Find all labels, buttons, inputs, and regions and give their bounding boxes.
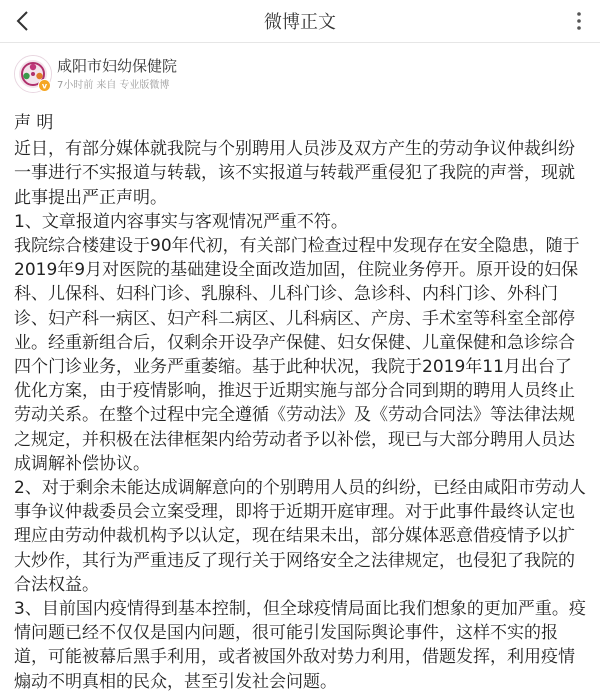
post-author-header	[0, 43, 600, 103]
top-nav-bar	[0, 0, 600, 43]
post-time: 7小时前	[57, 80, 94, 91]
post-content	[0, 103, 600, 694]
verified-badge-icon	[38, 79, 51, 92]
post-paragraph: 1、文章报道内容事实与客观情况严重不符。	[14, 211, 348, 232]
post-paragraph: 3、目前国内疫情得到基本控制，但全球疫情局面比我们想象的更加严重。疫情问题已经不仅仅是国内问题，很可能引发国际舆论事件，这样不实的报道，可能被幕后黑手利用，或者被国外敌对势力利用，借题发挥，利用疫情煽动不明真相的民众，甚至引发社会问题。	[14, 599, 586, 692]
post-paragraph: 近日，有部分媒体就我院与个别聘用人员涉及双方产生的劳动争议仲裁纠纷一事进行不实报道与转载，该不实报道与转载严重侵犯了我院的声誉，现就此事提出严正声明。	[14, 139, 575, 208]
statement-heading: 声 明	[14, 113, 54, 133]
post-paragraph: 2、对于剩余未能达成调解意向的个别聘用人员的纠纷，已经由咸阳市劳动人事争议仲裁委员会立案受理，即将于近期开庭审理。对于此事件最终认定也理应由劳动仲裁机构予以认定，现在结果未出，部分媒体恶意借疫情予以扩大炒作，其行为严重违反了现行关于网络安全之法律规定，也侵犯了我院的合法权益。	[14, 478, 586, 595]
svg-text:v: v	[41, 81, 48, 91]
post-meta	[57, 76, 172, 91]
more-vertical-icon[interactable]	[566, 8, 592, 34]
page-title: 微博正文	[264, 12, 336, 33]
source-prefix: 来自	[96, 80, 117, 91]
author-name[interactable]: 咸阳市妇幼保健院	[57, 57, 178, 75]
post-paragraph: 我院综合楼建设于90年代初，有关部门检查过程中发现存在安全隐患，随于2019年9月对医院的基础建设全面改造加固，住院业务停开。原开设的妇保科、儿保科、妇科门诊、乳腺科、儿科门诊、急诊科、内科门诊、外科门诊、妇产科一病区、妇产科二病区、儿科病区、产房、手术室等科室全部停业。经重新组合后，仅剩余开设孕产保健、妇女保健、儿童保健和急诊综合四个门诊业务，业务严重萎缩。基于此种状况，我院于2019年11月出台了优化方案，由于疫情影响，推迟于近期实施与部分合同到期的聘用人员终止劳动关系。在整个过程中完全遵循《劳动法》及《劳动合同法》等法律法规之规定，并积极在法律框架内给劳动者予以补偿，现已与大部分聘用人员达成调解补偿协议。	[14, 236, 580, 474]
back-chevron-icon[interactable]	[10, 8, 36, 34]
post-source[interactable]: 专业版微博	[119, 80, 170, 91]
